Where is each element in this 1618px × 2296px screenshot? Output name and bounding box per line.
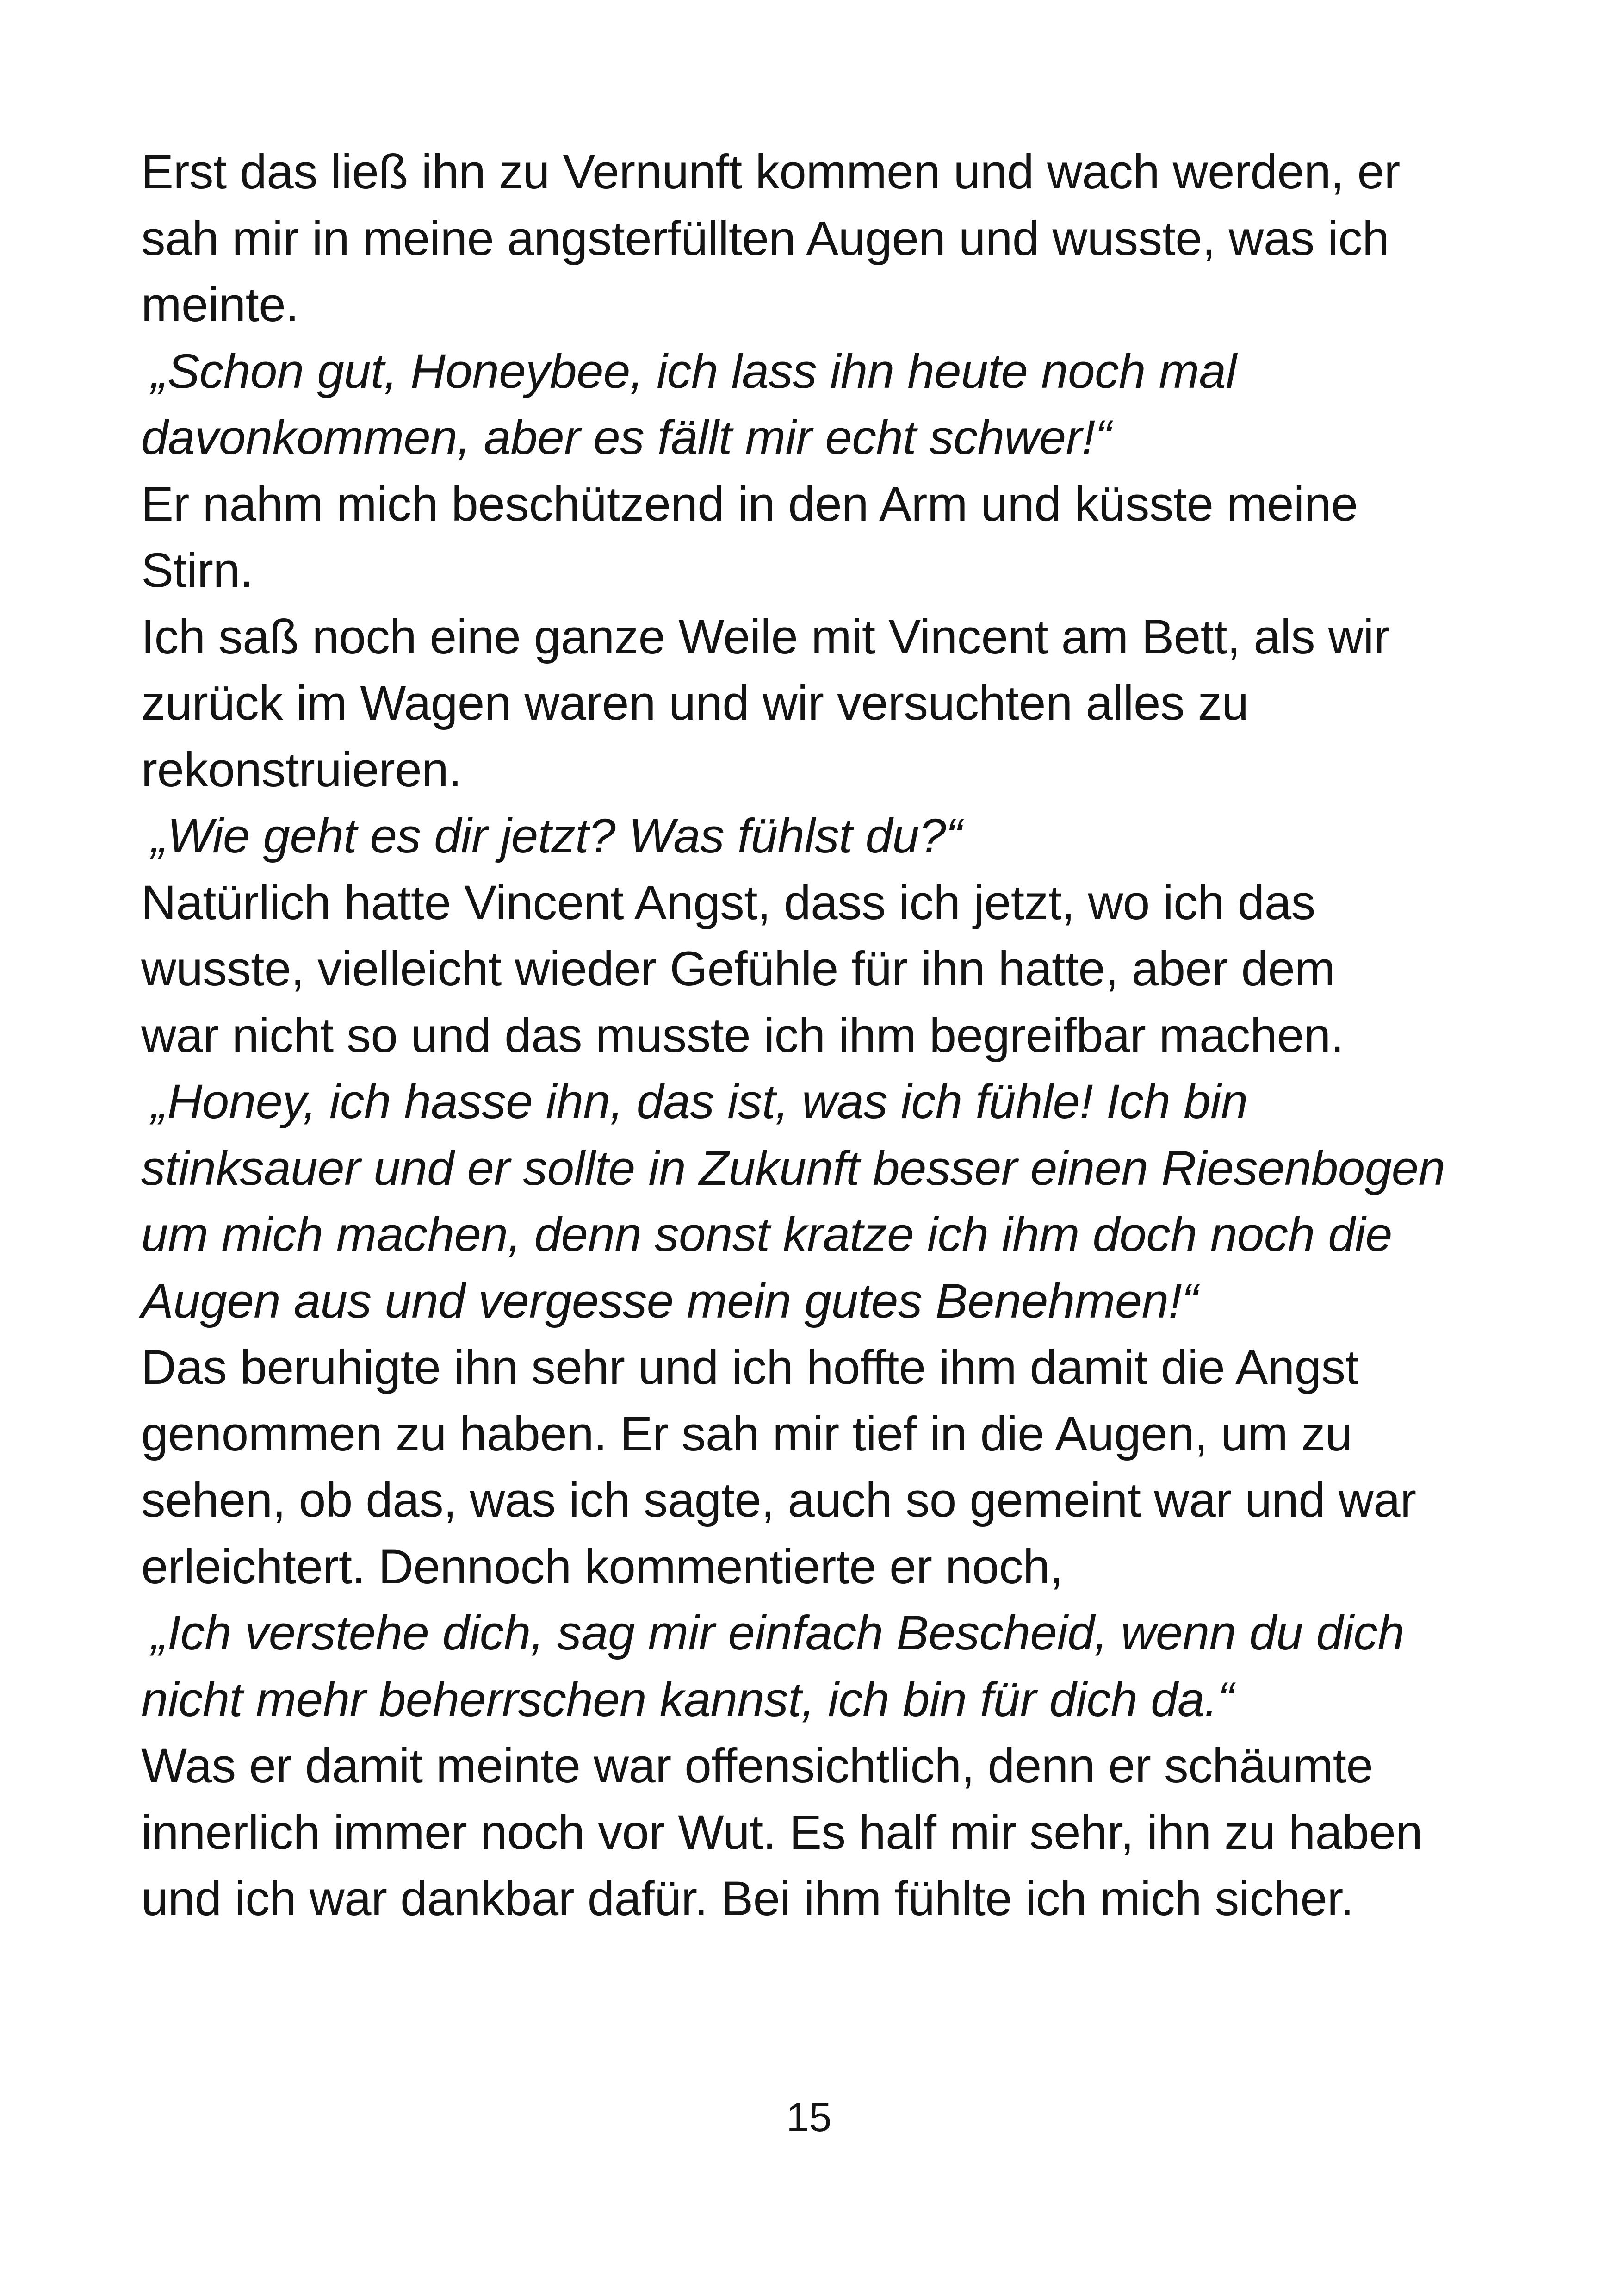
dialogue-line: davonkommen, aber es fällt mir echt schwer!“ xyxy=(141,411,1111,465)
text-line: wusste, vielleicht wieder Gefühle für ihn hatte, aber dem xyxy=(141,942,1335,996)
text-line: zurück im Wagen waren und wir versuchten alles zu xyxy=(141,676,1249,730)
text-line: Was er damit meinte war offensichtlich, denn er schäumte xyxy=(141,1739,1373,1793)
dialogue-line: „Wie geht es dir jetzt? Was fühlst du?“ xyxy=(151,809,962,863)
text-line: Er nahm mich beschützend in den Arm und küsste meine xyxy=(141,477,1358,531)
text-line: Erst das ließ ihn zu Vernunft kommen und wach werden, er xyxy=(141,145,1400,199)
dialogue-line: um mich machen, denn sonst kratze ich ihm doch noch die xyxy=(141,1207,1392,1262)
dialogue-line: „Honey, ich hasse ihn, das ist, was ich fühle! Ich bin xyxy=(151,1075,1248,1129)
dialogue-line: Augen aus und vergesse mein gutes Benehmen!“ xyxy=(141,1274,1198,1328)
text-line: und ich war dankbar dafür. Bei ihm fühlte ich mich sicher. xyxy=(141,1872,1354,1926)
text-line: Das beruhigte ihn sehr und ich hoffte ihm damit die Angst xyxy=(141,1340,1359,1394)
body-text xyxy=(141,139,1529,1932)
text-line: sah mir in meine angsterfüllten Augen und wusste, was ich xyxy=(141,211,1389,266)
text-line: sehen, ob das, was ich sagte, auch so gemeint war und war xyxy=(141,1473,1416,1527)
text-line: war nicht so und das musste ich ihm begreifbar machen. xyxy=(141,1008,1344,1063)
text-line: erleichtert. Dennoch kommentierte er noch, xyxy=(141,1539,1063,1594)
text-line: Natürlich hatte Vincent Angst, dass ich jetzt, wo ich das xyxy=(141,875,1315,930)
page-number: 15 xyxy=(786,2094,832,2140)
text-line: innerlich immer noch vor Wut. Es half mir sehr, ihn zu haben xyxy=(141,1805,1423,1860)
dialogue-line: stinksauer und er sollte in Zukunft besser einen Riesenbogen xyxy=(141,1141,1445,1195)
text-line: genommen zu haben. Er sah mir tief in die Augen, um zu xyxy=(141,1406,1352,1461)
text-line: meinte. xyxy=(141,278,299,332)
dialogue-line: „Schon gut, Honeybee, ich lass ihn heute noch mal xyxy=(151,344,1237,398)
text-line: Ich saß noch eine ganze Weile mit Vincent am Bett, als wir xyxy=(141,610,1390,664)
dialogue-line: nicht mehr beherrschen kannst, ich bin für dich da.“ xyxy=(141,1672,1234,1727)
text-line: Stirn. xyxy=(141,543,254,597)
text-line: rekonstruieren. xyxy=(141,742,462,797)
dialogue-line: „Ich verstehe dich, sag mir einfach Bescheid, wenn du dich xyxy=(151,1606,1405,1660)
